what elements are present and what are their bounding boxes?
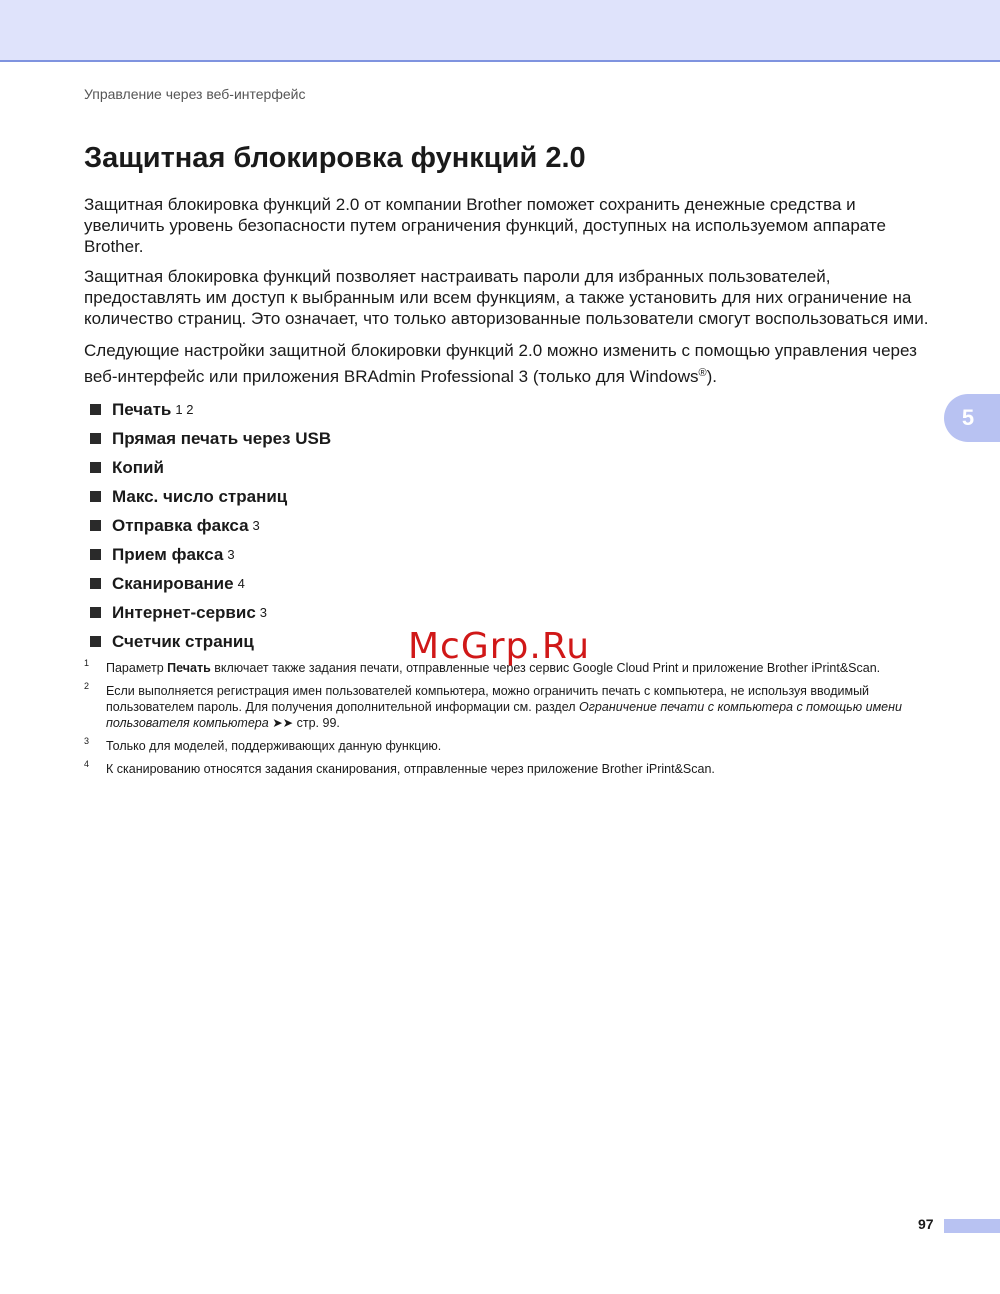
footnotes <box>84 660 936 777</box>
double-arrow-icon: ➤➤ <box>272 716 294 730</box>
square-bullet-icon <box>90 433 101 444</box>
feature-label: Счетчик страниц <box>112 632 254 651</box>
square-bullet-icon <box>90 578 101 589</box>
footnote-text-part: Если выполняется регистрация имен пользователей компьютера, можно ограничить печать с компьютера, не используя вводимый пользователем пароль. Для получения дополнительной информации см. раздел <box>106 684 870 714</box>
footnote-text-part: Параметр <box>106 661 168 675</box>
settings-end: ). <box>706 367 717 386</box>
settings-text: Следующие настройки защитной блокировки функций 2.0 можно изменить с помощью управления через веб-интерфейс или приложения BRAdmin Professional 3 (только для Windows <box>84 341 917 386</box>
square-bullet-icon <box>90 549 101 560</box>
footnote-text <box>106 683 936 731</box>
registered-mark: ® <box>698 367 707 379</box>
square-bullet-icon <box>90 636 101 647</box>
square-bullet-icon <box>90 520 101 531</box>
square-bullet-icon <box>90 607 101 618</box>
list-item: Отправка факса 3 <box>84 515 936 536</box>
list-item <box>84 428 936 449</box>
footer-band <box>944 1219 1000 1233</box>
page-content <box>84 140 936 784</box>
footnote-number: 2 <box>84 681 90 691</box>
list-item <box>84 486 936 507</box>
list-item <box>84 457 936 478</box>
header-band <box>0 0 1000 60</box>
footnote-number: 3 <box>84 736 90 746</box>
feature-label: Прием факса <box>112 545 224 564</box>
feature-label: Печать <box>112 400 172 419</box>
feature-label: Копий <box>112 458 164 477</box>
description-paragraph: Защитная блокировка функций позволяет настраивать пароли для избранных пользователей, предоставлять им доступ к выбранным или всем функциям, а также установить для них ограничение на количество страниц. Это означает, что только авторизованные пользователи смогут воспользоваться ими. <box>84 267 929 328</box>
list-item: Прием факса 3 <box>84 544 936 565</box>
list-item: Сканирование 4 <box>84 573 936 594</box>
feature-label: Макс. число страниц <box>112 487 288 506</box>
footnote-text: Только для моделей, поддерживающих данную функцию. <box>106 739 442 753</box>
settings-paragraph <box>84 338 936 390</box>
watermark: McGrp.Ru <box>408 626 591 667</box>
list-item: Печать 1 2 <box>84 399 936 420</box>
square-bullet-icon <box>90 462 101 473</box>
square-bullet-icon <box>90 491 101 502</box>
page-title: Защитная блокировка функций 2.0 <box>84 142 586 174</box>
feature-list <box>84 399 936 652</box>
intro-paragraph: Защитная блокировка функций 2.0 от компании Brother поможет сохранить денежные средства и увеличить уровень безопасности путем ограничения функций, доступных на используемом аппарате Brother. <box>84 195 886 256</box>
footnote-number: 4 <box>84 759 90 769</box>
footnote-number: 1 <box>84 658 90 668</box>
footnote <box>84 761 936 777</box>
footnote <box>84 683 936 731</box>
square-bullet-icon <box>90 404 101 415</box>
chapter-tab: 5 <box>944 394 1000 442</box>
list-item: Интернет-сервис 3 <box>84 602 936 623</box>
running-head: Управление через веб-интерфейс <box>84 86 306 102</box>
header-rule <box>0 60 1000 62</box>
footnote-bold: Печать <box>167 661 211 675</box>
feature-label: Отправка факса <box>112 516 249 535</box>
footnote-text: К сканированию относятся задания сканирования, отправленные через приложение Brother iPrint&Scan. <box>106 762 715 776</box>
footnote-text-part: включает также задания печати, отправленные через сервис Google Cloud Print и приложение Brother iPrint&Scan. <box>210 661 881 675</box>
footnote <box>84 738 936 754</box>
feature-label: Сканирование <box>112 574 234 593</box>
page-number: 97 <box>918 1216 934 1232</box>
feature-label: Интернет-сервис <box>112 603 256 622</box>
footnote-text-part: стр. 99. <box>293 716 340 730</box>
cross-reference-link[interactable]: Ограничение печати с компьютера с помощью имени пользователя компьютера <box>106 700 902 730</box>
feature-label: Прямая печать через USB <box>112 429 332 448</box>
